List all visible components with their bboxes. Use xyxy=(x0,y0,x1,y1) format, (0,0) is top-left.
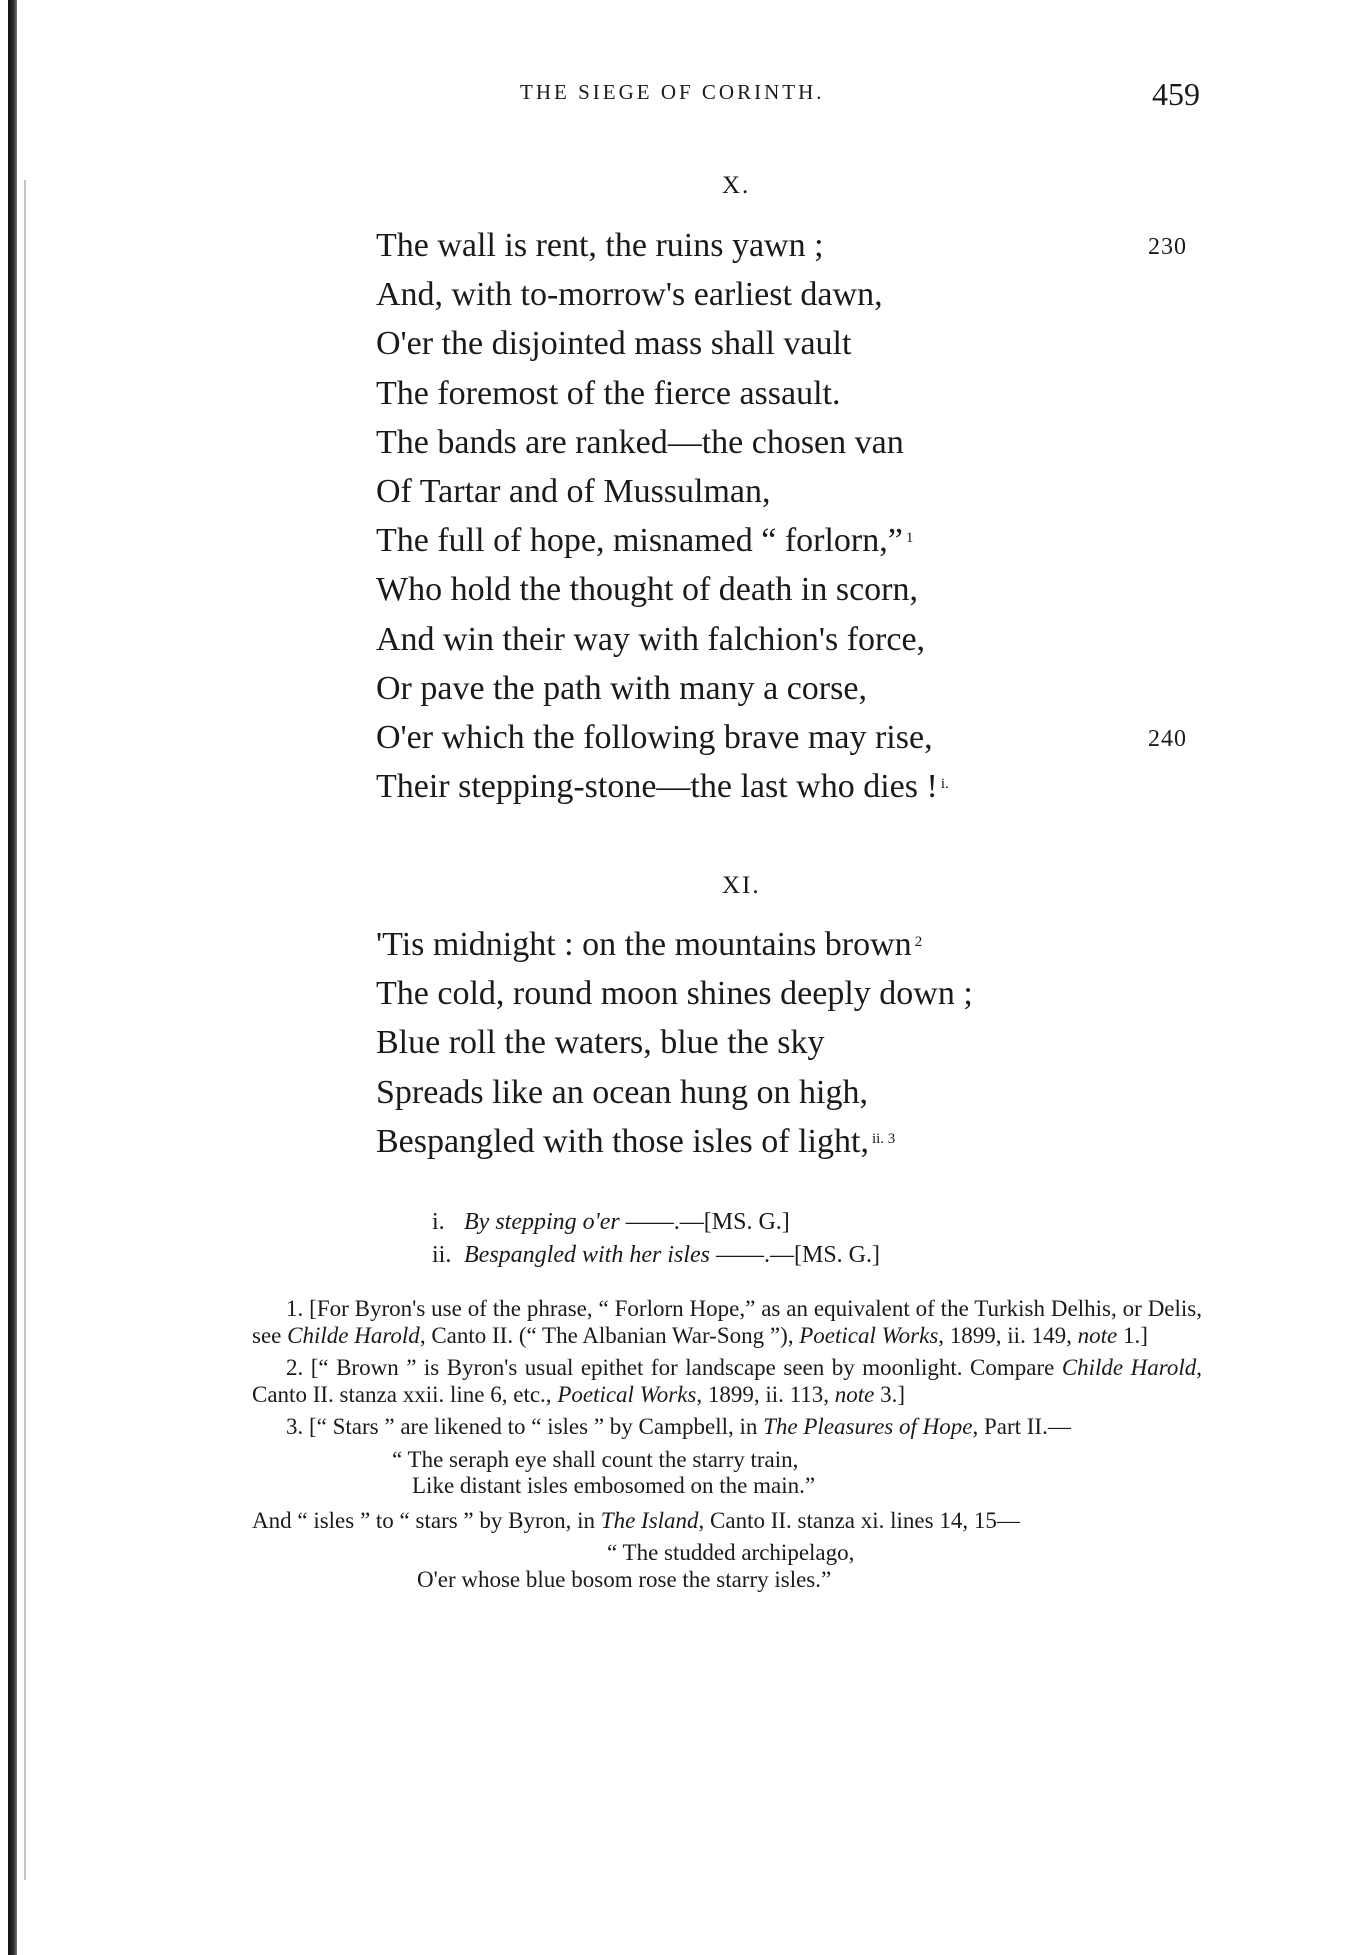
variant-source: ——.—[MS. G.] xyxy=(619,1209,790,1235)
poem-line-text: Bespangled with those isles of light, xyxy=(376,1122,869,1160)
poem-line: Who hold the thought of death in scorn, xyxy=(376,571,919,609)
note-text: [“ Stars ” are likened to “ isles ” by Campbell, in xyxy=(303,1414,764,1439)
work-title: Poetical Works xyxy=(799,1322,939,1348)
variant-ref: i. xyxy=(940,776,949,793)
footnote-number: 1. xyxy=(286,1296,304,1321)
note-text: 1.] xyxy=(1117,1322,1148,1348)
stanza-numeral-xi: XI. xyxy=(722,872,761,899)
work-title: Childe Harold xyxy=(287,1322,420,1348)
footnotes xyxy=(252,1296,1202,1601)
footnote-3 xyxy=(252,1414,1202,1441)
work-title: The Island xyxy=(600,1507,699,1533)
poem-line: And win their way with falchion's force, xyxy=(376,620,926,658)
poem-line: The wall is rent, the ruins yawn ; xyxy=(376,227,824,264)
poem-line-text: 'Tis midnight : on the mountains brown xyxy=(376,926,912,963)
poem-line xyxy=(376,762,949,811)
poem-line: O'er the disjointed mass shall vault xyxy=(376,325,852,363)
note-text: , Canto II. stanza xxii. line 6, etc., xyxy=(252,1355,1202,1407)
quote-line: “ The seraph eye shall count the starry train, xyxy=(392,1446,799,1472)
variant-footnote-ref: ii. 3 xyxy=(871,1130,896,1147)
quote-line: “ The studded archipelago, xyxy=(607,1540,855,1565)
line-number-240: 240 xyxy=(1148,726,1187,752)
poem-line: Blue roll the waters, blue the sky xyxy=(376,1024,825,1062)
stanza-xi xyxy=(376,920,973,1166)
variant-text: Bespangled with her isles xyxy=(464,1242,710,1268)
poem-line: The cold, round moon shines deeply down ; xyxy=(376,975,973,1013)
note-text: , 1899, ii. 113, xyxy=(696,1381,835,1407)
poem-line: Or pave the path with many a corse, xyxy=(376,669,867,707)
note-text: , Part II.— xyxy=(972,1414,1071,1439)
variant-readings xyxy=(432,1206,880,1272)
poem-line-text: The full of hope, misnamed “ forlorn,” xyxy=(376,522,903,560)
variant-text: By stepping o'er xyxy=(464,1209,620,1235)
poem-line: Of Tartar and of Mussulman, xyxy=(376,473,771,511)
poem-line xyxy=(376,1117,973,1166)
work-title: The Pleasures of Hope xyxy=(763,1414,973,1439)
variant-item xyxy=(432,1206,880,1239)
poem-line: O'er which the following brave may rise, xyxy=(376,719,933,757)
poem-line-text: Their stepping-stone—the last who dies ! xyxy=(376,768,938,806)
stanza-x xyxy=(376,221,949,811)
quotation-byron xyxy=(252,1540,1202,1593)
note-text: [“ Brown ” is Byron's usual epithet for landscape seen by moonlight. Compare xyxy=(303,1355,1062,1380)
book-binding-edge xyxy=(8,0,17,1955)
work-title: Childe Harold xyxy=(1061,1355,1197,1380)
variant-label: ii. xyxy=(432,1242,452,1268)
stanza-numeral-x: X. xyxy=(722,172,751,199)
note-text: , 1899, ii. 149, xyxy=(938,1322,1078,1348)
note-text: And “ isles ” to “ stars ” by Byron, in xyxy=(252,1507,601,1533)
variant-item xyxy=(432,1239,880,1272)
footnote-1 xyxy=(252,1296,1202,1349)
page-gutter-shadow xyxy=(24,180,26,1880)
note-text: , Canto II. (“ The Albanian War-Song ”), xyxy=(419,1322,800,1348)
footnote-ref: 1 xyxy=(905,530,914,547)
line-number-230: 230 xyxy=(1148,234,1187,260)
footnote-ref: 2 xyxy=(914,934,923,950)
footnote-2 xyxy=(252,1355,1202,1408)
note-label: note xyxy=(1077,1322,1118,1348)
note-label: note xyxy=(834,1381,875,1407)
footnote-number: 2. xyxy=(286,1355,304,1380)
poem-line xyxy=(376,516,949,565)
page-number: 459 xyxy=(1152,76,1200,112)
poem-line: The bands are ranked—the chosen van xyxy=(376,423,904,461)
variant-source: ——.—[MS. G.] xyxy=(709,1242,880,1268)
quote-line: O'er whose blue bosom rose the starry isles.” xyxy=(417,1566,832,1592)
work-title: Poetical Works xyxy=(557,1381,697,1407)
quotation-campbell xyxy=(252,1447,1202,1500)
note-text: [For Byron's use of the phrase, “ Forlorn Hope,” as an equivalent of the Turkish Delhis, or Delis, see xyxy=(252,1296,1202,1348)
poem-line xyxy=(376,920,973,969)
footnote-number: 3. xyxy=(286,1414,304,1439)
quote-line: Like distant isles embosomed on the main.” xyxy=(412,1473,816,1498)
variant-label: i. xyxy=(432,1209,445,1235)
note-text: 3.] xyxy=(874,1381,906,1407)
poem-line: And, with to-morrow's earliest dawn, xyxy=(376,276,883,314)
poem-line: Spreads like an ocean hung on high, xyxy=(376,1073,868,1111)
footnote-3-continued xyxy=(252,1508,1202,1535)
poem-line: The foremost of the fierce assault. xyxy=(376,374,841,412)
note-text: , Canto II. stanza xi. lines 14, 15— xyxy=(698,1507,1020,1533)
running-title: THE SIEGE OF CORINTH. xyxy=(520,80,825,104)
